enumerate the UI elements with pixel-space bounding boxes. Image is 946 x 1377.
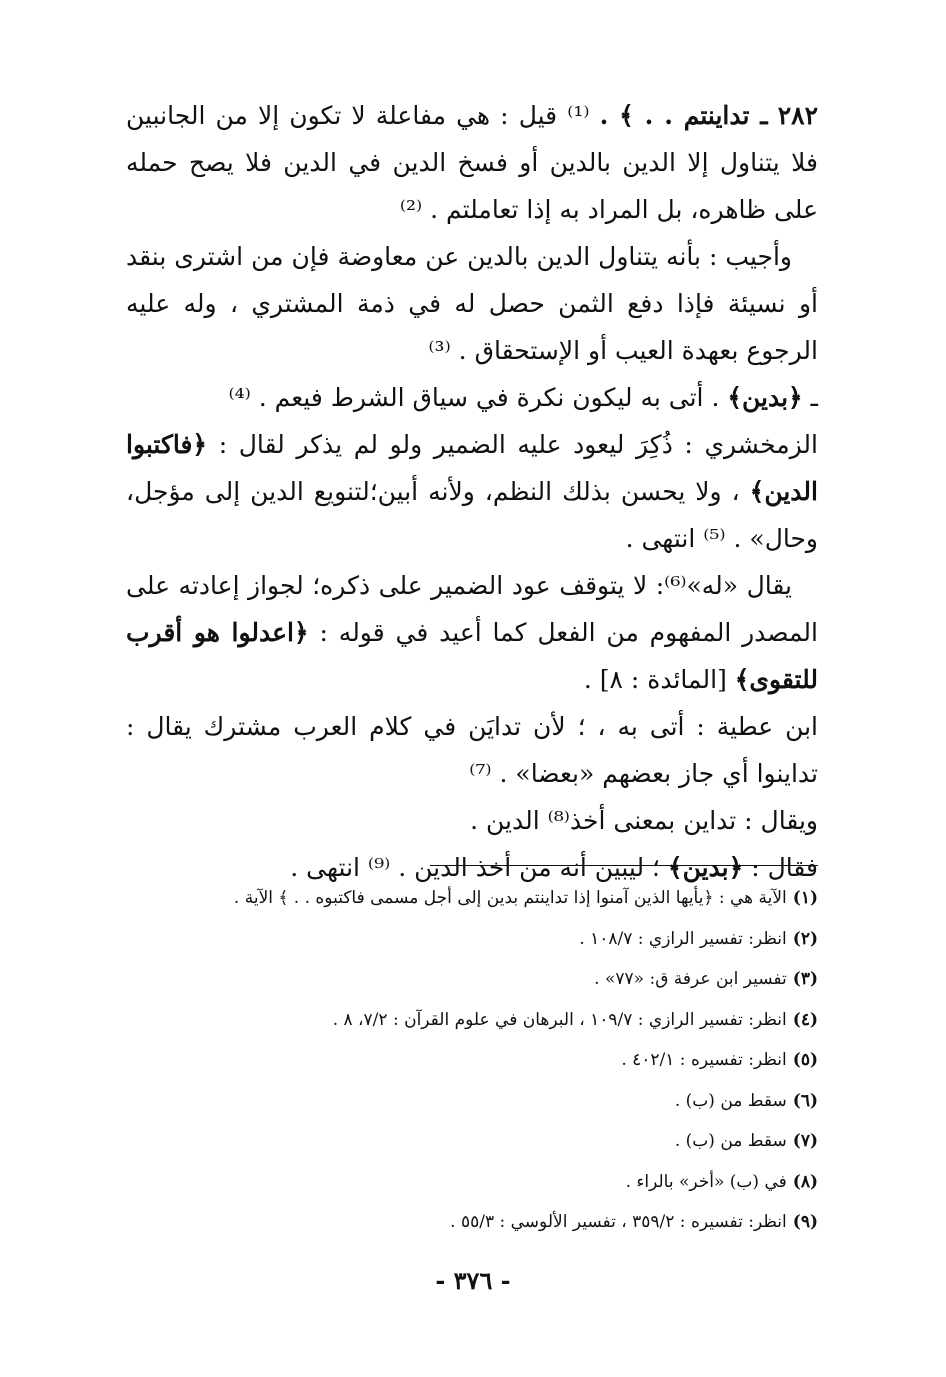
paragraph-text: انتهى . [625,524,696,553]
paragraph-text: يقال «له» [686,571,792,600]
paragraph-4 [126,421,818,562]
footnote-text: انظر: تفسيره : ٣٥٩/٢ ، تفسير الألوسي : ٥٥/٣ . [450,1212,787,1232]
footnote-text: الآية هي : ﴿يأيها الذين آمنوا إذا تداينتم بدين إلى أجل مسمى فاكتبوه . . ﴾ الآية . [233,888,787,908]
footnote-text: تفسير ابن عرفة ق: «٧٧» . [594,969,787,989]
paragraph-6 [126,703,818,797]
paragraph-1 [126,92,818,233]
paragraph-7 [126,797,818,844]
footnote-ref: ⁽⁵⁾ [703,524,726,553]
footnote-ref: ⁽²⁾ [399,195,423,224]
footnote-ref: ⁽⁸⁾ [547,806,570,835]
paragraph-text: الزمخشري : ذُكِرَ ليعود عليه الضمير ولو لم يذكر لقال : [218,430,818,459]
footnote [126,1162,818,1203]
footnote-ref: ⁽⁷⁾ [469,759,492,788]
quran-word: ﴿بدين﴾ [727,383,803,412]
footnote-number: (٥) [792,1050,818,1070]
main-text [126,92,818,891]
quran-word: ﴿بدين﴾ [667,853,744,882]
footnote-number: (٩) [792,1212,818,1232]
footnote [126,878,818,919]
surah-reference: [المائدة : ٨] . [583,665,727,694]
footnote-ref: ⁽⁴⁾ [228,383,251,412]
footnote-number: (٤) [792,1009,818,1030]
footnote-number: (٢) [792,928,818,949]
footnote [126,1000,818,1041]
paragraph-text: الدين . [470,806,540,835]
footnote-number: (٣) [792,969,818,989]
footnote-ref: ⁽¹⁾ [567,101,590,130]
footnote-ref: ⁽⁹⁾ [367,853,391,882]
footnote-ref: ⁽⁶⁾ [664,571,687,600]
footnote-divider [430,865,818,866]
footnote-number: (١) [792,888,818,908]
paragraph-2 [126,233,818,374]
paragraph-text: فقال : [751,853,818,882]
paragraph-text: قيل : هي مفاعلة لا تكون إلا من الجانبين فلا يتناول إلا الدين بالدين أو فسخ الدين في الدين فلا يصح حمله على ظاهره، بل المراد به إذا تعاملتم . [126,101,818,224]
footnote [126,1040,818,1081]
paragraph-3 [126,374,818,421]
footnote-text: انظر: تفسير الرازي : ١٠٨/٧ . [579,928,787,949]
verse-number: ٢٨٢ [777,101,819,130]
paragraph-text: انتهى . [290,853,360,882]
footnote-ref: ⁽³⁾ [428,336,451,365]
footnote [126,1081,818,1122]
paragraph-5 [126,562,818,703]
paragraph-text: : لا يتوقف عود الضمير على ذكره؛ لجواز إعادته على المصدر المفهوم من الفعل كما أعيد في قوله : [126,571,818,647]
paragraph-text: ابن عطية : أتى به ، ؛ لأن تدايَن في كلام العرب مشترك يقال : تداينوا أي جاز بعضهم «بعضا» . [126,712,818,788]
quran-quote: ﴿فاكتبوا الدين﴾ [126,430,818,506]
paragraph-text: ، ولا يحسن بذلك النظم، ولأنه أبين؛لتنويع الدين إلى مؤجل، وحال» . [126,477,818,553]
footnote-number: (٧) [792,1131,818,1151]
footnote-text: سقط من (ب) . [674,1090,787,1111]
verse-word: ـ تداينتم . . ﴾ . [599,101,768,130]
paragraph-text: ؛ ليبين أنه من أخذ الدين . [398,853,660,882]
paragraph-text: ويقال : تداين بمعنى أخذ [569,806,818,835]
footnote-number: (٦) [792,1090,818,1111]
quran-quote: ﴿اعدلوا هو أقرب للتقوى﴾ [126,618,818,694]
footnote-text: سقط من (ب) . [674,1131,787,1151]
footnote-text: انظر: تفسيره : ٤٠٢/١ . [621,1050,787,1070]
paragraph-text: . أتى به ليكون نكرة في سياق الشرط فيعم . [258,383,720,412]
footnotes [126,878,818,1243]
footnote-text: انظر: تفسير الرازي : ١٠٩/٧ ، البرهان في علوم القرآن : ٧/٢، ٨ . [332,1009,787,1030]
footnote [126,919,818,960]
paragraph-text: وأجيب : بأنه يتناول الدين بالدين عن معاوضة فإن من اشترى بنقد أو نسيئة فإذا دفع الثمن حصل له في ذمة المشتري ، وله عليه الرجوع بعهدة العيب أو الإستحقاق . [126,242,818,365]
footnote [126,959,818,1000]
footnote-text: في (ب) «أخر» بالراء . [625,1171,787,1192]
page-number: - ٣٧٦ - [435,1266,511,1295]
footnote [126,1202,818,1243]
footnote [126,1121,818,1162]
dash-lead: ـ [810,383,818,412]
footnote-number: (٨) [792,1171,818,1192]
